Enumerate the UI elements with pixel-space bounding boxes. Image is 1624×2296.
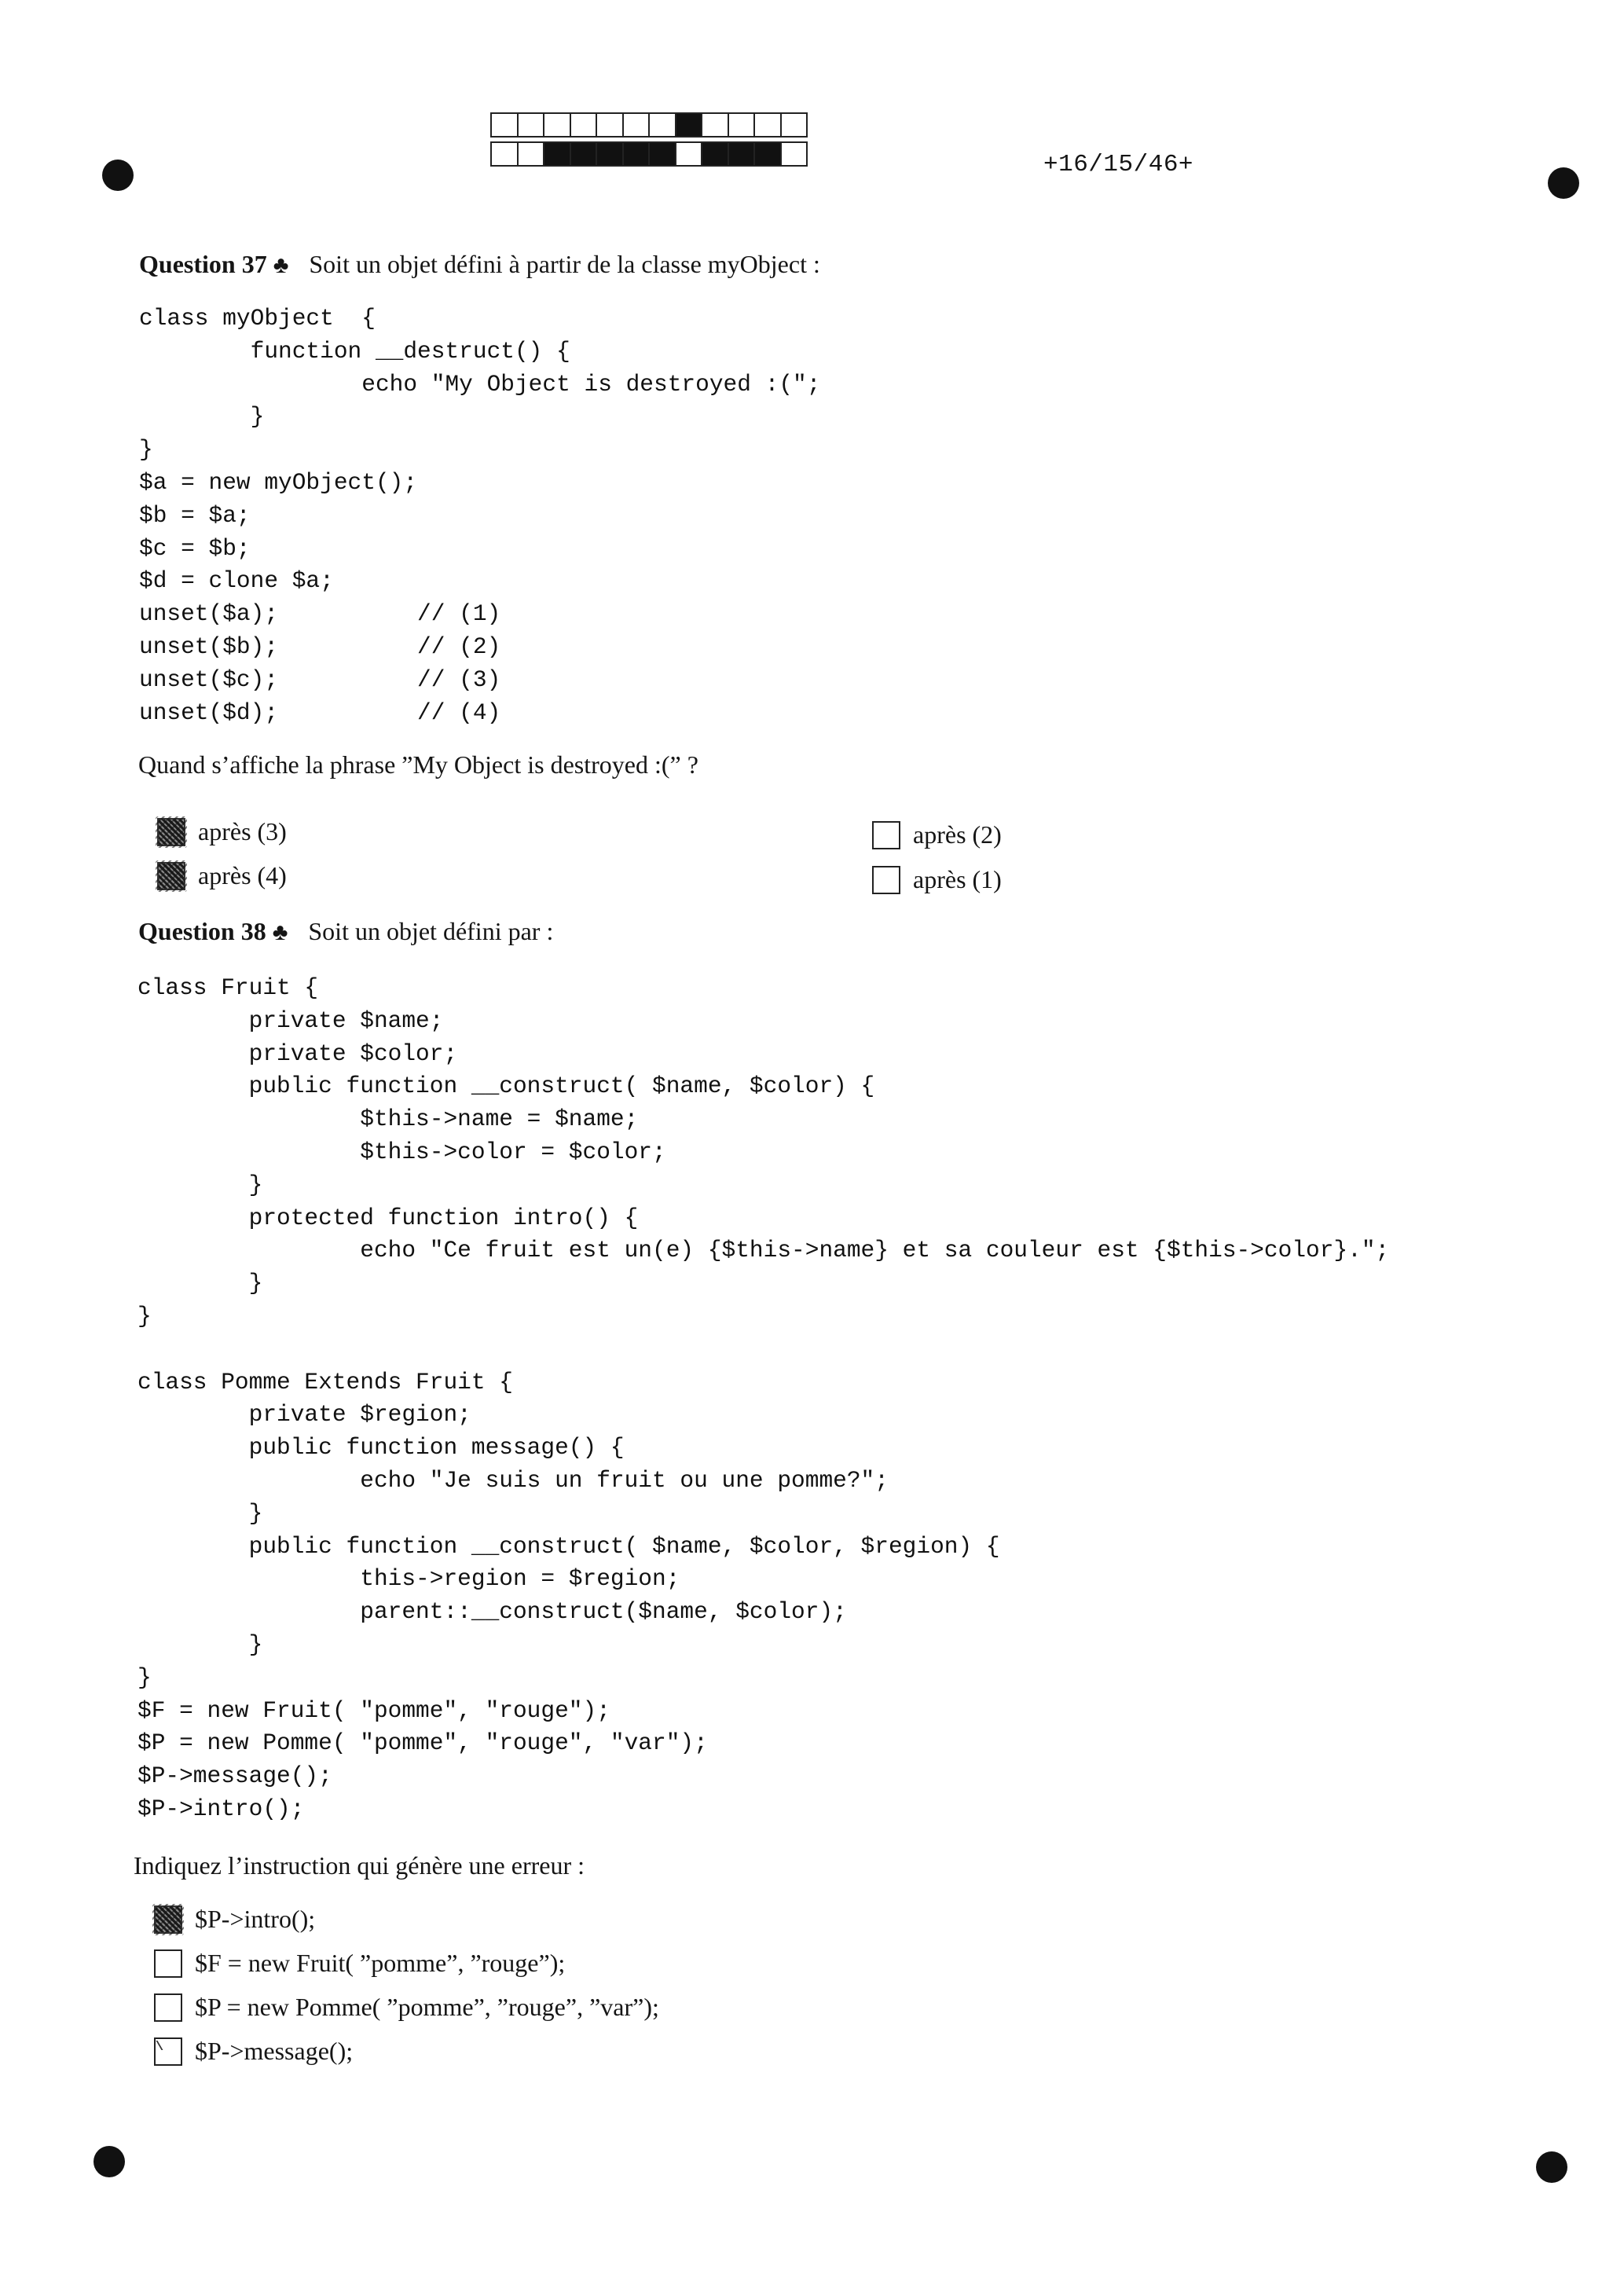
answer-label: $P->intro(); xyxy=(195,1905,316,1933)
barcode-cell xyxy=(624,143,651,165)
barcode-cell xyxy=(597,143,624,165)
q37-answer-4[interactable] xyxy=(872,865,1002,894)
barcode-row-1 xyxy=(490,112,808,138)
q37-answer-1[interactable] xyxy=(157,817,287,846)
question-37-label: Question 37 xyxy=(139,250,267,278)
q37-answer-2[interactable] xyxy=(157,861,287,890)
barcode-cell xyxy=(676,114,703,136)
checkbox[interactable] xyxy=(872,866,900,894)
checkbox[interactable] xyxy=(154,1949,182,1978)
question-37-prompt: Quand s’affiche la phrase ”My Object is destroyed :(” ? xyxy=(138,750,698,779)
answer-label: $P = new Pomme( ”pomme”, ”rouge”, ”var”); xyxy=(195,1993,659,2021)
barcode-cell xyxy=(782,143,807,165)
checkbox-checked[interactable] xyxy=(157,818,185,846)
answer-label: $P->message(); xyxy=(195,2037,354,2065)
answer-label: $F = new Fruit( ”pomme”, ”rouge”); xyxy=(195,1949,566,1977)
checkbox[interactable] xyxy=(154,2037,182,2066)
registration-mark-top-left xyxy=(102,160,134,191)
question-37-code: class myObject { function __destruct() { echo "My Object is destroyed :("; } } $a = new myObject(); $b = $a; $c = $b; $d = clone $a; unset($a); // (1) unset($b); // (2) unset($c); // (3) unset($d); // (4) xyxy=(139,305,821,726)
question-37-text: Soit un objet défini à partir de la classe myObject : xyxy=(309,250,820,278)
barcode-cell xyxy=(676,143,703,165)
question-38-prompt: Indiquez l’instruction qui génère une erreur : xyxy=(134,1851,585,1880)
registration-mark-top-right xyxy=(1548,167,1579,199)
q38-answer-3[interactable] xyxy=(154,1993,659,2022)
checkbox[interactable] xyxy=(154,1993,182,2022)
barcode-cell xyxy=(624,114,651,136)
question-38-label: Question 38 xyxy=(138,917,266,945)
barcode-cell xyxy=(571,114,598,136)
answer-label: après (3) xyxy=(198,817,287,845)
q38-answer-1[interactable] xyxy=(154,1905,315,1934)
barcode-cell xyxy=(597,114,624,136)
barcode-cell xyxy=(782,114,807,136)
barcode-row-2 xyxy=(490,141,808,167)
question-37-heading xyxy=(139,250,820,279)
page-barcode xyxy=(490,112,808,171)
q37-answer-3[interactable] xyxy=(872,820,1002,849)
answer-label: après (1) xyxy=(913,865,1002,893)
barcode-cell xyxy=(729,143,756,165)
answer-label: après (2) xyxy=(913,820,1002,849)
barcode-cell xyxy=(729,114,756,136)
checkbox[interactable] xyxy=(872,821,900,849)
barcode-cell xyxy=(544,114,571,136)
barcode-cell xyxy=(755,143,782,165)
barcode-cell xyxy=(702,114,729,136)
barcode-cell xyxy=(650,143,676,165)
barcode-cell xyxy=(702,143,729,165)
q38-answer-4[interactable] xyxy=(154,2037,353,2066)
barcode-cell xyxy=(544,143,571,165)
question-38-heading xyxy=(138,917,553,946)
registration-mark-bottom-left xyxy=(93,2146,125,2177)
club-icon: ♣ xyxy=(273,252,289,278)
q38-answer-2[interactable] xyxy=(154,1949,565,1978)
barcode-cell xyxy=(492,114,519,136)
barcode-cell xyxy=(755,114,782,136)
barcode-cell xyxy=(650,114,676,136)
barcode-cell xyxy=(519,114,545,136)
barcode-cell xyxy=(519,143,545,165)
barcode-cell xyxy=(492,143,519,165)
club-icon: ♣ xyxy=(272,919,288,945)
barcode-cell xyxy=(571,143,598,165)
checkbox-checked[interactable] xyxy=(154,1905,182,1934)
question-38-code: class Fruit { private $name; private $color; public function __construct( $name, $color) { $this->name = $name; $this->color = $color; } protected function intro() { echo "Ce fruit est un(e) {$this->name} et sa couleur est {$this->color}."; } } class Pomme Extends Fruit { private $region; public function message() { echo "Je suis un fruit ou une pomme?"; } public function __construct( $name, $color, $region) { this->region = $region; parent::__construct($name, $color); } } $F = new Fruit( "pomme", "rouge"); $P = new Pomme( "pomme", "rouge", "var"); $P->message(); $P->intro(); xyxy=(137,974,1390,1822)
answer-label: après (4) xyxy=(198,861,287,889)
registration-mark-bottom-right xyxy=(1536,2151,1567,2183)
page-identifier: +16/15/46+ xyxy=(1043,151,1194,178)
checkbox-checked[interactable] xyxy=(157,862,185,890)
question-38-text: Soit un objet défini par : xyxy=(308,917,554,945)
